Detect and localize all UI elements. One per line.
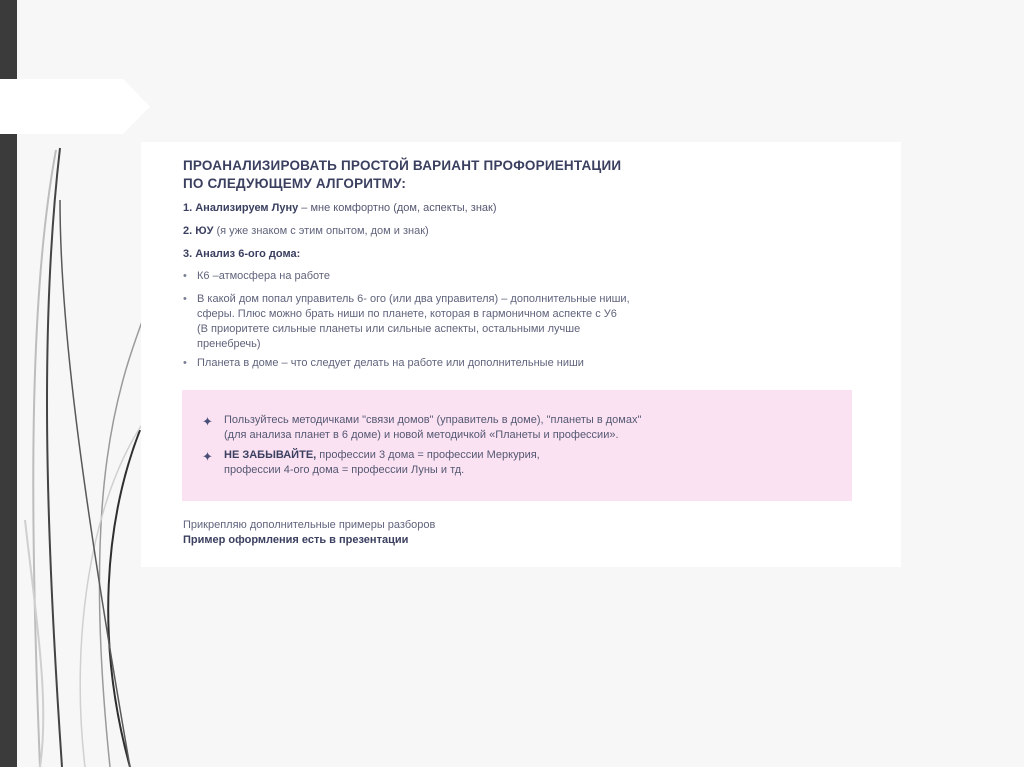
decorative-curves — [0, 0, 160, 767]
bullet-text: (В приоритете сильные планеты или сильные аспекты, остальными лучше — [197, 323, 581, 335]
content-card — [141, 142, 901, 567]
bullet-text: пренебречь) — [197, 338, 261, 350]
note-2-line-1 — [224, 448, 540, 463]
step-3 — [183, 247, 300, 262]
bullet-dot: • — [183, 357, 187, 369]
slide-heading — [183, 157, 621, 193]
sparkle-star-icon: ✦ — [202, 449, 213, 464]
step-2-text: (я уже знаком с этим опытом, дом и знак) — [213, 225, 429, 237]
bullet-dot: • — [183, 293, 187, 305]
bullet-dot: • — [183, 270, 187, 282]
note-1-line-1: Пользуйтесь методичками "связи домов" (управитель в доме), "планеты в домах" — [224, 414, 642, 426]
footer-line-2: Пример оформления есть в презентации — [183, 534, 409, 546]
step-2 — [183, 224, 429, 239]
step-1-bold: 1. Анализируем Луну — [183, 202, 299, 214]
note-2-bold: НЕ ЗАБЫВАЙТЕ, — [224, 449, 317, 461]
heading-line-2: ПО СЛЕДУЮЩЕМУ АЛГОРИТМУ: — [183, 176, 407, 191]
note-2-line-2: профессии 4-ого дома = профессии Луны и тд. — [224, 464, 465, 476]
step-1 — [183, 201, 497, 216]
note-box — [182, 390, 852, 501]
bullet-text: В какой дом попал управитель 6- ого (или два управителя) – дополнительные ниши, — [197, 293, 630, 305]
bullet-text: Планета в доме – что следует делать на работе или дополнительные ниши — [197, 357, 584, 369]
heading-line-1: ПРОАНАЛИЗИРОВАТЬ ПРОСТОЙ ВАРИАНТ ПРОФОРИЕНТАЦИИ — [183, 158, 622, 173]
note-2-text: профессии 3 дома = профессии Меркурия, — [316, 449, 540, 461]
step-2-bold: 2. ЮУ — [183, 225, 214, 237]
step-1-text: – мне комфортно (дом, аспекты, знак) — [298, 202, 497, 214]
step-3-bold: 3. Анализ 6-ого дома: — [183, 248, 301, 260]
footer-line-1: Прикрепляю дополнительные примеры разборов — [183, 519, 436, 531]
bullet-text: сферы. Плюс можно брать ниши по планете, которая в гармоничном аспекте с У6 — [197, 308, 617, 320]
note-1-line-2: (для анализа планет в 6 доме) и новой методичкой «Планеты и профессии». — [224, 429, 619, 441]
bullet-text: К6 –атмосфера на работе — [197, 270, 330, 282]
sparkle-star-icon: ✦ — [202, 414, 213, 429]
